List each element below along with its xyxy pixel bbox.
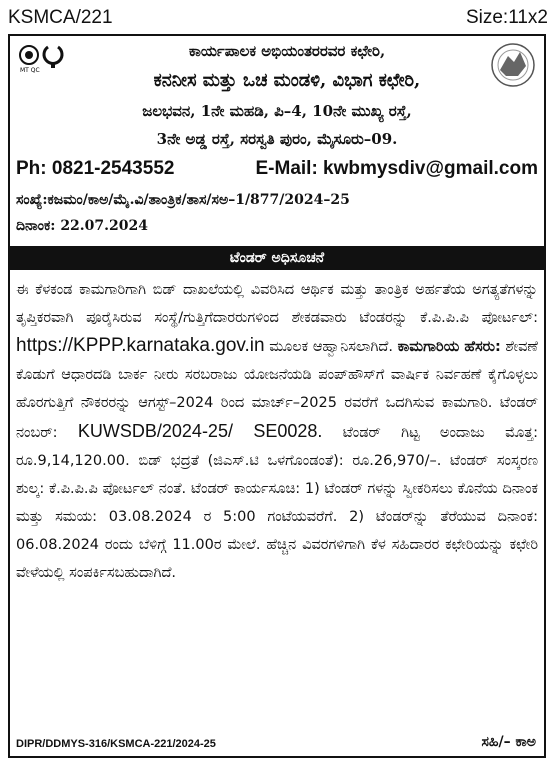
notice-body xyxy=(16,276,538,587)
top-bar xyxy=(8,6,548,30)
svg-text:MT QC: MT QC xyxy=(20,67,40,74)
ad-size: Size:11x2 xyxy=(465,7,548,28)
signature: ಸಹಿ/– ಕಾಅ xyxy=(481,734,536,750)
office-title: ಕಾರ್ಯಪಾಲಕ ಅಭಿಯಂತರರವರ ಕಛೇರಿ, xyxy=(188,42,386,60)
notice-header xyxy=(10,36,544,282)
notice-frame xyxy=(8,34,546,758)
work-description: ಶೇವಣೆ ಕೊಡುಗೆ ಆಧಾರದಡಿ ಬಾರ್ಕ ನೀರು ಸರಬರಾಜು ಯೋಜನೆಯಡಿ ಪಂಪ್‌ಹೌಸ್‌ಗೆ ವಾರ್ಷಿಕ ನಿರ್ವಹಣೆ ಕೈಗೊಳ್ಳಲು ಹೊರಗುತ್ತಿಗೆ ನೌಕರರನ್ನು ಆಗಸ್ಟ್–2024 ರಿಂದ ಮಾರ್ಚ್–2025 ರವರೆಗೆ ಒದಗಿಸುವ ಕಾಮಗಾರಿ. ಟೆಂಡರ್ ನಂಬರ್: xyxy=(16,339,538,441)
intro-text: ಈ ಕೆಳಕಂಡ ಕಾಮಗಾರಿಗಾಗಿ ಬಿಡ್ ದಾಖಲೆಯಲ್ಲಿ ವಿವರಿಸಿದ ಆರ್ಥಿಕ ಮತ್ತು ತಾಂತ್ರಿಕ ಅರ್ಹತೆಯ ಅಗತ್ಯತೆಗಳನ್ನು ತೃಪ್ತಿಕರವಾಗಿ ಪೂರೈಸಿರುವ ಸಂಸ್ಥೆ/ಗುತ್ತಿಗೆದಾರರುಗಳಿಂದ ಶೇಕಡವಾರು ಟೆಂಡರನ್ನು ಕೆ.ಪಿ.ಪಿ.ಪಿ ಪೋರ್ಟಲ್: xyxy=(16,282,538,326)
contact-row xyxy=(16,158,538,184)
dipr-number: DIPR/DDMYS-316/KSMCA-221/2024-25 xyxy=(16,738,216,750)
reference-number: ಸಂಖ್ಯೆ:ಕಜಮಂ/ಕಾಅ/ಮೈ.ವಿ/ತಾಂತ್ರಿಕ/ತಾಸ/ಸಅ–1/877/2024–25 xyxy=(16,192,350,208)
board-emblem-icon xyxy=(490,42,536,88)
address-line-2: 3ನೇ ಅಡ್ಡ ರಸ್ತೆ, ಸರಸ್ವತಿ ಪುರಂ, ಮೈಸೂರು–09. xyxy=(156,130,398,148)
work-name-label: ಕಾಮಗಾರಿಯ ಹೆಸರು: xyxy=(397,339,501,355)
notice-date: ದಿನಾಂಕ: 22.07.2024 xyxy=(16,218,148,234)
certification-logo-icon xyxy=(18,44,82,74)
notice-footer xyxy=(16,728,536,750)
tender-number-a: KUWSDB/2024-25/ xyxy=(77,421,233,441)
tender-details: ಟೆಂಡರ್ ಗಿಟ್ಟ ಅಂದಾಜು ಮೊತ್ತ: ರೂ.9,14,120.00. ಬಿಡ್ ಭದ್ರತೆ (ಜಿಎಸ್.ಟಿ ಒಳಗೊಂಡಂತೆ): ರೂ.26,970/–. ಟೆಂಡರ್ ಸಂಸ್ಕರಣ ಶುಲ್ಕ: ಕೆ.ಪಿ.ಪಿ.ಪಿ ಪೋರ್ಟಲ್ ನಂತೆ. ಟೆಂಡರ್ ಕಾರ್ಯಸೂಚಿ: 1) ಟೆಂಡರ್ ಗಳನ್ನು ಸ್ವೀಕರಿಸಲು ಕೊನೆಯ ದಿನಾಂಕ ಮತ್ತು ಸಮಯ: 03.08.2024 ರ 5:00 ಗಂಟೆಯವರೆಗೆ. 2) ಟೆಂಡರ್‌ನ್ನು ತೆರೆಯುವ ದಿನಾಂಕ: 06.08.2024 ರಂದು ಬೆಳಿಗ್ಗೆ 11.00ರ ಮೇಲೆ. ಹೆಚ್ಚಿನ ವಿವರಗಳಿಗಾಗಿ ಕೆಳ ಸಹಿದಾರರ ಕಛೇರಿಯನ್ನು ಕಛೇರಿ ವೇಳೆಯಲ್ಲಿ ಸಂಪರ್ಕಿಸಬಹುದಾಗಿದೆ. xyxy=(16,425,539,581)
address-line-1: ಜಲಭವನ, 1ನೇ ಮಹಡಿ, ಪಿ–4, 10ನೇ ಮುಖ್ಯ ರಸ್ತೆ, xyxy=(142,102,412,120)
intro-end: ಮೂಲಕ ಆಹ್ವಾನಿಸಲಾಗಿದೆ. xyxy=(264,339,393,355)
ad-code: KSMCA/221 xyxy=(8,7,113,28)
phone: Ph: 0821-2543552 xyxy=(16,158,175,179)
tender-notification-banner: ಟೆಂಡರ್ ಅಧಿಸೂಚನೆ xyxy=(10,246,544,270)
email: E-Mail: kwbmysdiv@gmail.com xyxy=(255,158,538,179)
tender-number-b: SE0028. xyxy=(253,421,323,441)
portal-link[interactable]: https://KPPP.karnataka.gov.in xyxy=(16,335,265,356)
board-name: ಕನನೀಸ ಮತ್ತು ಒಚ ಮಂಡಳಿ, ವಿಭಾಗ ಕಛೇರಿ, xyxy=(153,70,421,91)
